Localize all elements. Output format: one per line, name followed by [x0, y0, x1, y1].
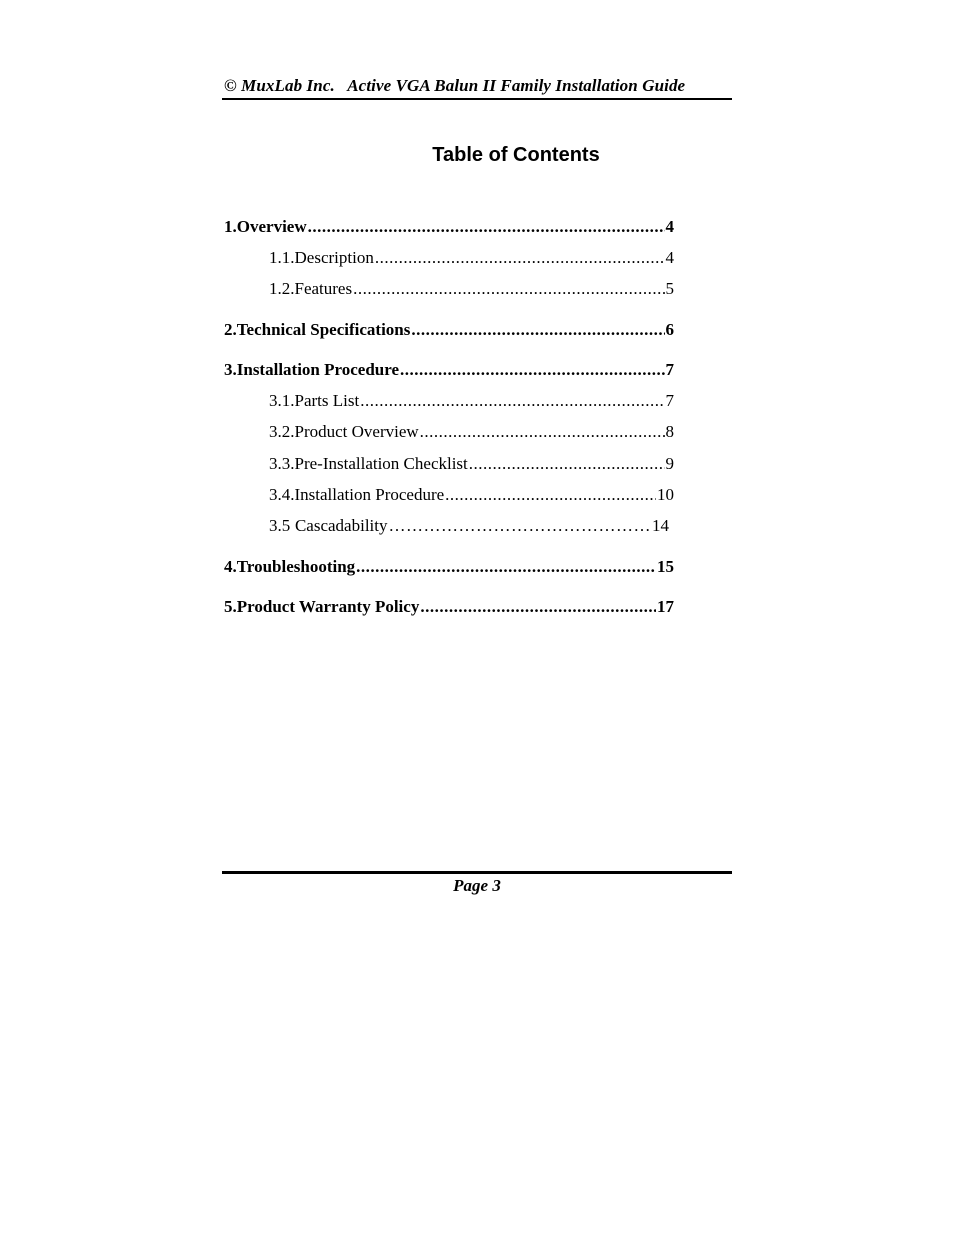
toc-entry-number: 2.: [224, 320, 237, 339]
header-title: © MuxLab Inc. Active VGA Balun II Family Installation Guide: [224, 76, 686, 95]
toc-entry-number: 3.1.: [269, 391, 295, 410]
page-header: [222, 74, 732, 100]
dot-leader: [360, 390, 664, 412]
toc-entry-number: 4.: [224, 557, 237, 576]
toc-entry-installation-procedure[interactable]: [224, 359, 674, 381]
toc-entry-label: Description: [294, 248, 374, 267]
toc-entry-label: Product Overview: [294, 422, 419, 441]
toc-entry-page: 14: [652, 516, 669, 535]
toc-entry-page: 8: [665, 422, 674, 441]
dot-leader: [389, 515, 652, 537]
toc-entry-number: 5.: [224, 597, 237, 616]
toc-entry-label: Product Warranty Policy: [236, 597, 420, 616]
toc-entry-technical-specifications[interactable]: [224, 319, 674, 341]
toc-entry-page: 4: [665, 217, 674, 236]
toc-entry-product-warranty-policy[interactable]: [224, 596, 674, 618]
toc-entry-label: Installation Procedure: [294, 485, 445, 504]
dot-leader: [353, 278, 664, 300]
toc-entry-label: Cascadability: [294, 516, 388, 535]
toc-entry-label: Overview: [236, 217, 307, 236]
toc-entry-label: Pre-Installation Checklist: [294, 454, 468, 473]
toc-entry-cascadability[interactable]: [269, 515, 669, 537]
toc-entry-number: 1.: [224, 217, 237, 236]
toc-entry-number: 3.2.: [269, 422, 295, 441]
toc-entry-number: 3.3.: [269, 454, 295, 473]
toc-entry-troubleshooting[interactable]: [224, 556, 674, 578]
toc-entry-page: 10: [657, 485, 674, 504]
toc-entry-label: Features: [294, 279, 353, 298]
toc-entry-overview[interactable]: [224, 216, 674, 238]
toc-entry-number: 1.2.: [269, 279, 295, 298]
dot-leader: [411, 319, 664, 341]
toc-entry-pre-installation-checklist[interactable]: [269, 453, 674, 475]
toc-entry-description[interactable]: [269, 247, 674, 269]
toc-entry-page: 7: [665, 360, 674, 379]
toc-entry-page: 7: [665, 391, 674, 410]
toc-title: Table of Contents: [432, 144, 600, 166]
toc-entry-page: 17: [657, 597, 674, 616]
toc-entry-number: 3.: [224, 360, 237, 379]
toc-entry-number: 1.1.: [269, 248, 295, 267]
toc-entry-label: Installation Procedure: [236, 360, 400, 379]
toc-entry-page: 5: [665, 279, 674, 298]
toc-entry-number: 3.4.: [269, 485, 295, 504]
toc-entry-product-overview[interactable]: [269, 421, 674, 443]
toc-entry-page: 9: [665, 454, 674, 473]
dot-leader: [420, 421, 665, 443]
toc-entry-label: Technical Specifications: [236, 320, 411, 339]
page-number: Page 3: [453, 876, 501, 895]
dot-leader: [445, 484, 656, 506]
dot-leader: [469, 453, 665, 475]
toc-entry-label: Parts List: [294, 391, 360, 410]
dot-leader: [375, 247, 665, 269]
toc-entry-label: Troubleshooting: [236, 557, 356, 576]
toc-entry-page: 6: [665, 320, 674, 339]
toc-entry-number: 3.5: [269, 516, 291, 535]
dot-leader: [308, 216, 665, 238]
toc-entry-page: 15: [657, 557, 674, 576]
toc-entry-features[interactable]: [269, 278, 674, 300]
toc-entry-parts-list[interactable]: [269, 390, 674, 412]
toc-entry-page: 4: [665, 248, 674, 267]
dot-leader: [356, 556, 656, 578]
dot-leader: [400, 359, 664, 381]
footer-divider: [222, 871, 732, 874]
header-divider: [222, 98, 732, 100]
toc-entry-installation-procedure-sub[interactable]: [269, 484, 674, 506]
dot-leader: [420, 596, 656, 618]
